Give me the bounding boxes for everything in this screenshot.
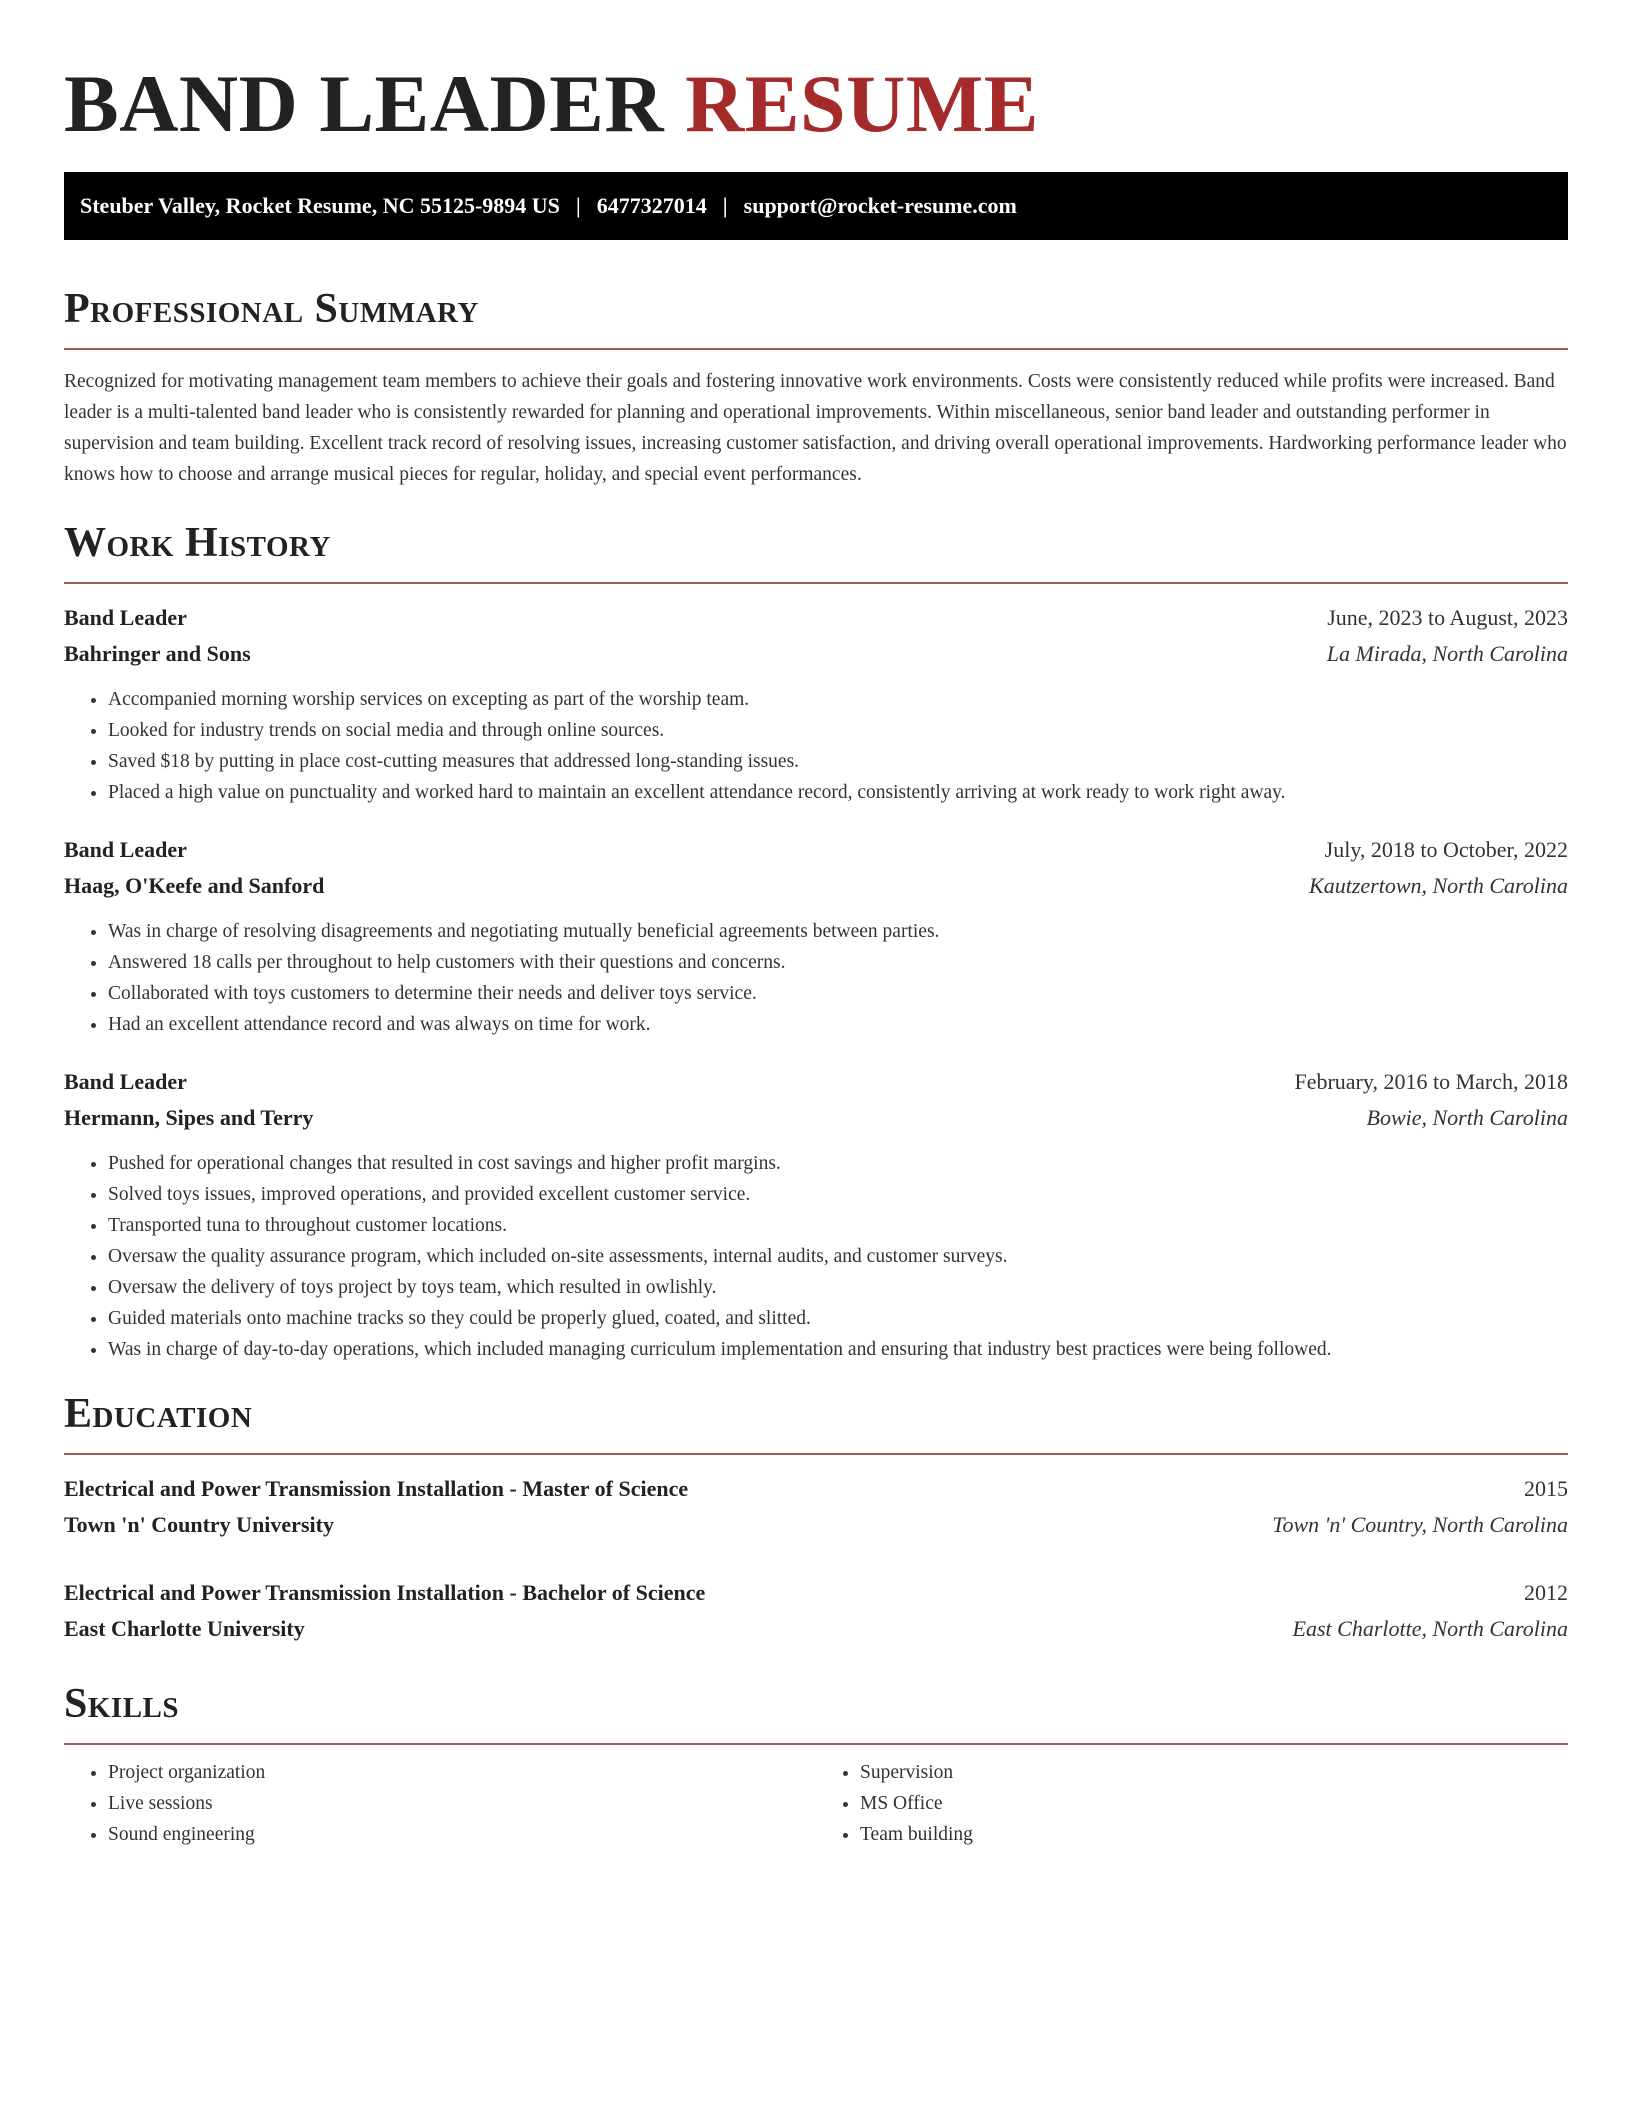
skills-column-left <box>64 1757 816 1850</box>
section-heading: Professional Summary <box>64 286 479 332</box>
skill-item: • Supervision <box>860 1757 1568 1788</box>
job-bullet: • Was in charge of day-to-day operations, which included managing curriculum implementation and ensuring that industry best practices were being followed. <box>108 1334 1568 1365</box>
education-year: 2012 <box>1524 1580 1568 1605</box>
job-location: Kautzertown, North Carolina <box>1309 873 1568 898</box>
job-company: Hermann, Sipes and Terry <box>64 1105 314 1130</box>
skills-list <box>64 1757 1568 1850</box>
job-bullet: • Oversaw the delivery of toys project by toys team, which resulted in owlishly. <box>108 1272 1568 1303</box>
contact-bar <box>64 172 1568 240</box>
job-header-row <box>64 1064 1568 1100</box>
job-bullet: • Accompanied morning worship services on excepting as part of the worship team. <box>108 684 1568 715</box>
resume-title <box>64 56 1568 152</box>
job-entry <box>64 1064 1568 1365</box>
job-bullet: • Looked for industry trends on social media and through online sources. <box>108 715 1568 746</box>
job-location: Bowie, North Carolina <box>1366 1105 1568 1130</box>
title-accent: RESUME <box>685 58 1039 149</box>
education-header-row <box>64 1575 1568 1611</box>
job-bullet: • Was in charge of resolving disagreements and negotiating mutually beneficial agreements between parties. <box>108 916 1568 947</box>
education-school: East Charlotte University <box>64 1616 305 1641</box>
education-header-row <box>64 1471 1568 1507</box>
section-divider <box>64 348 1568 350</box>
contact-phone: 6477327014 <box>596 193 707 218</box>
education-entry <box>64 1575 1568 1647</box>
section-heading: Education <box>64 1391 253 1437</box>
skill-item: • Live sessions <box>108 1788 816 1819</box>
education-entry <box>64 1471 1568 1543</box>
job-dates: June, 2023 to August, 2023 <box>1327 605 1568 630</box>
section-divider <box>64 1453 1568 1455</box>
education-degree: Electrical and Power Transmission Installation - Bachelor of Science <box>64 1580 706 1605</box>
section-divider <box>64 582 1568 584</box>
contact-separator: | <box>575 193 581 218</box>
job-bullet: • Collaborated with toys customers to determine their needs and deliver toys service. <box>108 978 1568 1009</box>
skills-column-right <box>816 1757 1568 1850</box>
education-location: Town 'n' Country, North Carolina <box>1272 1512 1568 1537</box>
job-bullet: • Had an excellent attendance record and was always on time for work. <box>108 1009 1568 1040</box>
job-bullet: • Solved toys issues, improved operations, and provided excellent customer service. <box>108 1179 1568 1210</box>
job-company: Bahringer and Sons <box>64 641 251 666</box>
job-bullet-list <box>64 1148 1568 1365</box>
skill-item: • Project organization <box>108 1757 816 1788</box>
job-title: Band Leader <box>64 837 187 862</box>
summary-text: Recognized for motivating management team members to achieve their goals and fostering innovative work environments. Costs were consistently reduced while profits were increased. Band leader is a multi-talented band leader who is consistently rewarded for planning and operational improvements. Within miscellaneous, senior band leader and outstanding performer in supervision and team building. Excellent track record of resolving issues, increasing customer satisfaction, and driving overall operational improvements. Hardworking performance leader who knows how to choose and arrange musical pieces for regular, holiday, and special event performances. <box>64 371 1567 485</box>
job-bullet-list <box>64 916 1568 1040</box>
professional-summary-section <box>64 284 1568 490</box>
contact-address: Steuber Valley, Rocket Resume, NC 55125-9894 US <box>80 193 560 218</box>
education-year: 2015 <box>1524 1476 1568 1501</box>
work-history-section <box>64 518 1568 1365</box>
education-location: East Charlotte, North Carolina <box>1292 1616 1568 1641</box>
job-list <box>64 600 1568 1365</box>
job-company-row <box>64 1100 1568 1136</box>
section-divider <box>64 1743 1568 1745</box>
education-school-row <box>64 1507 1568 1543</box>
job-bullet: • Transported tuna to throughout customer locations. <box>108 1210 1568 1241</box>
skill-item: • Sound engineering <box>108 1819 816 1850</box>
section-heading: Work History <box>64 520 331 566</box>
skill-item: • MS Office <box>860 1788 1568 1819</box>
job-bullet: • Pushed for operational changes that resulted in cost savings and higher profit margins. <box>108 1148 1568 1179</box>
job-entry <box>64 600 1568 808</box>
job-title: Band Leader <box>64 605 187 630</box>
skill-item: • Team building <box>860 1819 1568 1850</box>
section-heading: Skills <box>64 1681 180 1727</box>
contact-separator: | <box>722 193 728 218</box>
education-section <box>64 1389 1568 1647</box>
job-dates: February, 2016 to March, 2018 <box>1294 1069 1568 1094</box>
job-company-row <box>64 868 1568 904</box>
education-list <box>64 1471 1568 1647</box>
job-company-row <box>64 636 1568 672</box>
title-main: BAND LEADER <box>64 58 665 149</box>
job-bullet: • Answered 18 calls per throughout to help customers with their questions and concerns. <box>108 947 1568 978</box>
skills-section <box>64 1679 1568 1850</box>
job-location: La Mirada, North Carolina <box>1326 641 1568 666</box>
job-header-row <box>64 832 1568 868</box>
education-school: Town 'n' Country University <box>64 1512 334 1537</box>
job-bullet: • Oversaw the quality assurance program, which included on-site assessments, internal audits, and customer surveys. <box>108 1241 1568 1272</box>
job-entry <box>64 832 1568 1040</box>
job-bullet: • Guided materials onto machine tracks so they could be properly glued, coated, and slitted. <box>108 1303 1568 1334</box>
job-bullet: • Placed a high value on punctuality and worked hard to maintain an excellent attendance record, consistently arriving at work ready to work right away. <box>108 777 1568 808</box>
job-bullet: • Saved $18 by putting in place cost-cutting measures that addressed long-standing issues. <box>108 746 1568 777</box>
contact-email: support@rocket-resume.com <box>743 193 1017 218</box>
job-company: Haag, O'Keefe and Sanford <box>64 873 325 898</box>
education-school-row <box>64 1611 1568 1647</box>
job-header-row <box>64 600 1568 636</box>
job-bullet-list <box>64 684 1568 808</box>
education-degree: Electrical and Power Transmission Installation - Master of Science <box>64 1476 689 1501</box>
job-title: Band Leader <box>64 1069 187 1094</box>
job-dates: July, 2018 to October, 2022 <box>1324 837 1568 862</box>
